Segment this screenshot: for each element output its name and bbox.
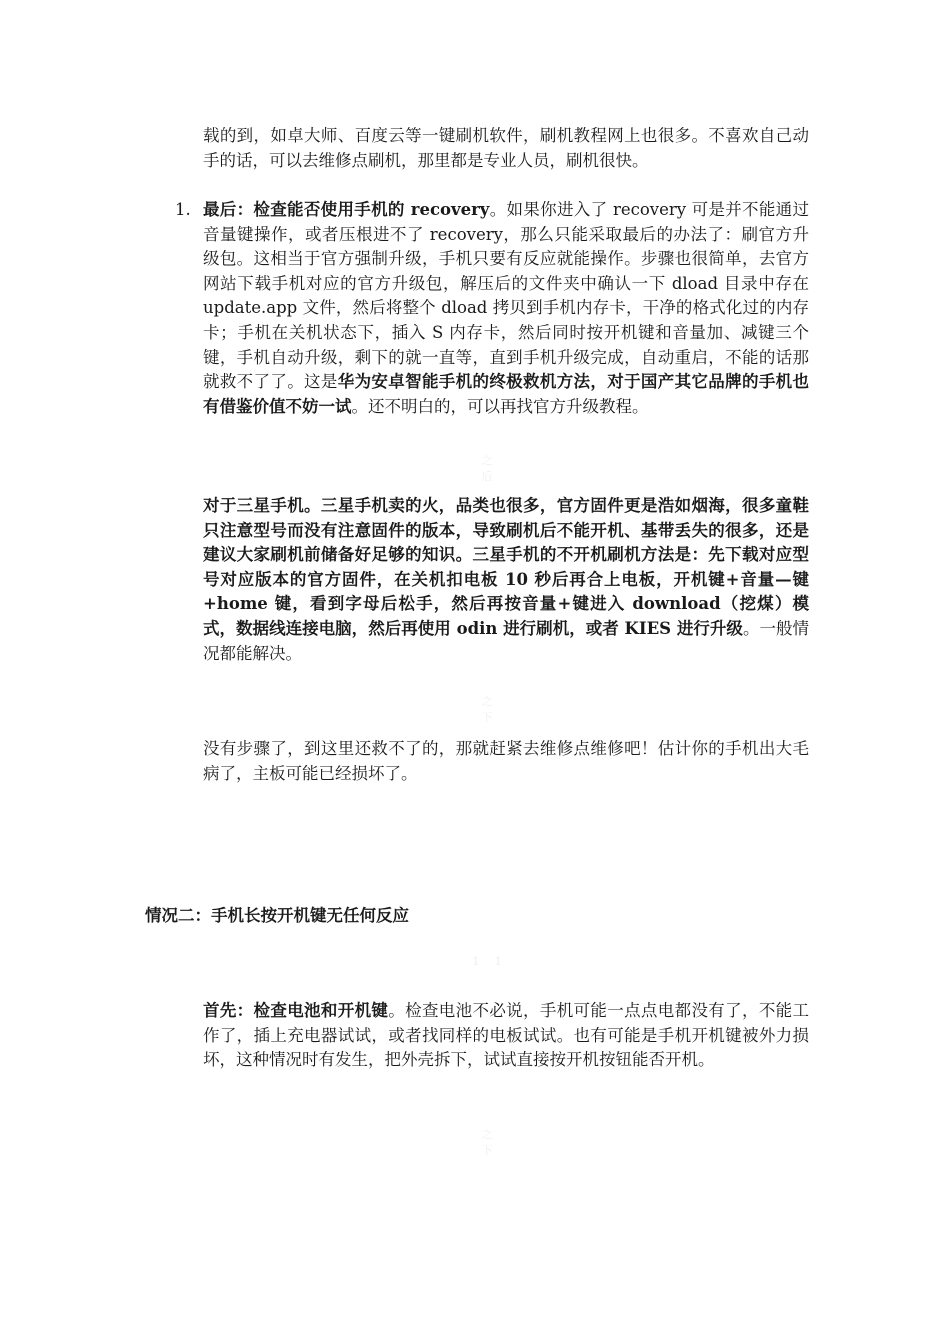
samsung-end: 。一般情况都能解决。 [203, 618, 809, 663]
first-step-body: 。检查电池不必说，手机可能一点点电都没有了，不能工作了，插上充电器试试，或者找同样的电板试试。也有可能是手机开机键被外力损坏，这种情况时有发生，把外壳拆下，试试直接按开机按钮能否开机。 [203, 1001, 810, 1070]
recovery-end: 。还不明白的，可以再找官方升级教程。 [351, 396, 649, 416]
recovery-paragraph [203, 198, 809, 419]
faint-step-mark: 之 下 [481, 695, 499, 724]
repair-paragraph: 没有步骤了，到这里还救不了的，那就赶紧去维修点维修吧！估计你的手机出大毛病了，主板可能已经损坏了。 [203, 739, 809, 783]
faint-step-mark: 之 下 [481, 1128, 499, 1157]
intro-paragraph: 载的到，如卓大师、百度云等一键刷机软件，刷机教程网上也很多。不喜欢自己动手的话，可以去维修点刷机，那里都是专业人员，刷机很快。 [203, 126, 809, 170]
first-step-paragraph [203, 999, 809, 1073]
samsung-bold: 对于三星手机。三星手机卖的火，品类也很多，官方固件更是浩如烟海，很多童鞋只注意型号而没有注意固件的版本，导致刷机后不能开机、基带丢失的很多，还是建议大家刷机前储备好足够的知识。三星手机的不开机刷机方法是：先下载对应型号对应版本的官方固件，在关机扣电板 10 秒后再合上电板，开机键+音量—键+home 键，看到字母后松手，然后再按音量+键进入 download（挖煤）模式，数据线连接电脑，然后再使用 odin 进行刷机，或者 KIES 进行升级 [203, 496, 809, 638]
samsung-paragraph [203, 494, 809, 666]
list-number: 1. [175, 200, 191, 219]
first-step-lead: 首先：检查电池和开机键 [203, 1001, 389, 1020]
recovery-bold-tail: 华为安卓智能手机的终极救机方法，对于国产其它品牌的手机也有借鉴价值不妨一试 [203, 372, 810, 416]
recovery-body: 。如果你进入了 recovery 可是并不能通过音量键操作，或者压根进不了 recovery，那么只能采取最后的办法了：刷官方升级包。这相当于官方强制升级，手机只要有反应就能操作。步骤也很简单，去官方网站下载手机对应的官方升级包，解压后的文件夹中确认一下 dload 目录中存在 update.app 文件，然后将整个 dload 拷贝到手机内存卡，干净的格式化过的内存卡；手机在关机状态下，插入 S 内存卡，然后同时按开机键和音量加、减键三个键，手机自动升级，剩下的就一直等，直到手机升级完成，自动重启，不能的话那就救不了了。这是 [203, 200, 809, 392]
section-heading: 情况二：手机长按开机键无任何反应 [145, 906, 409, 925]
faint-step-mark: 1 1 [472, 955, 508, 968]
faint-step-mark: 之 后 [481, 454, 499, 483]
recovery-lead: 最后：检查能否使用手机的 recovery [203, 200, 490, 219]
